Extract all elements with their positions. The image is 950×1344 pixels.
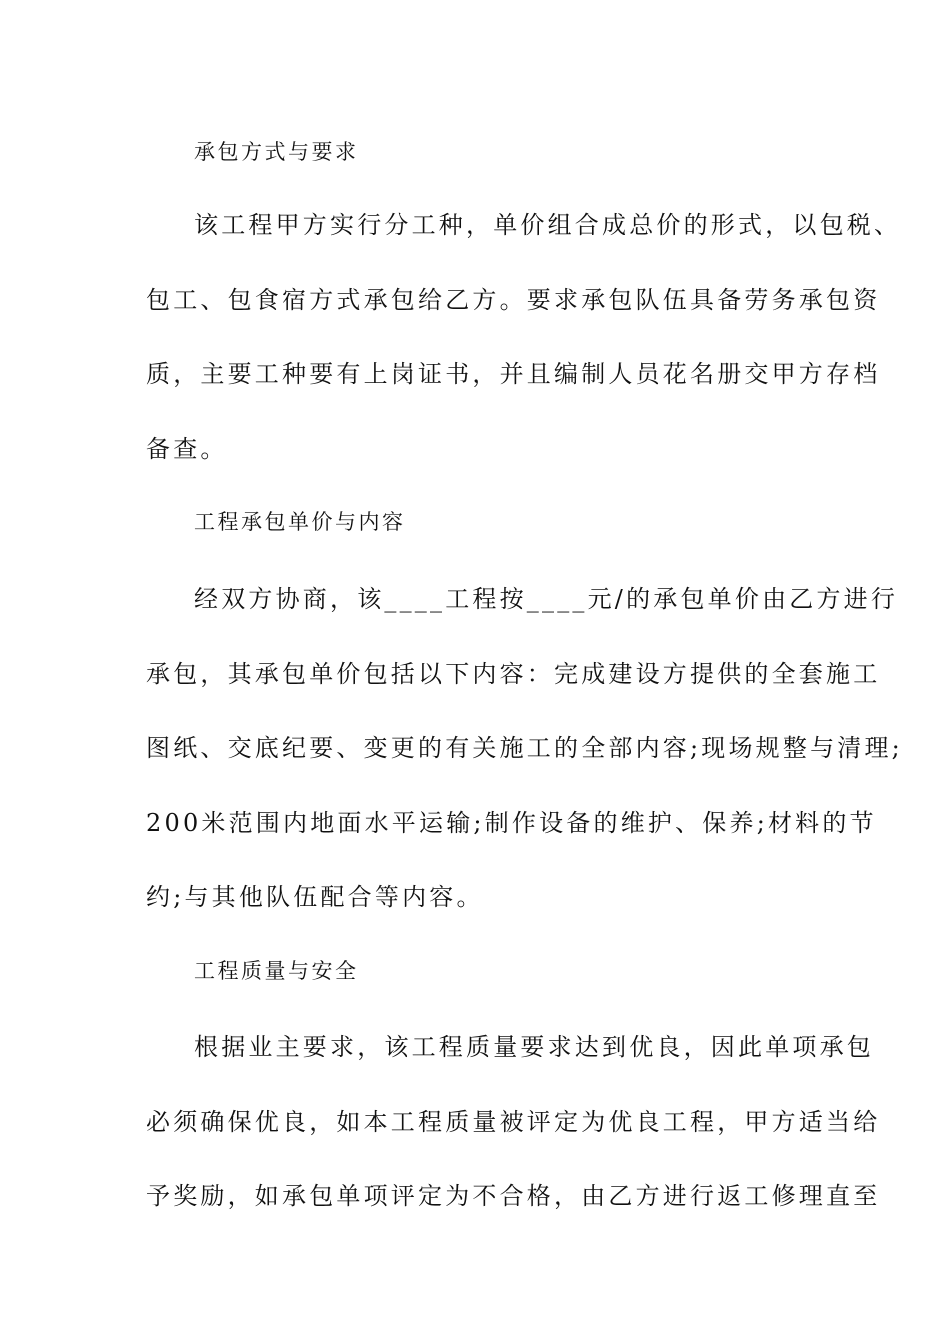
paragraph-line: 包工、包食宿方式承包给乙方。要求承包队伍具备劳务承包资 bbox=[146, 286, 881, 314]
paragraph-line: 200米范围内地面水平运输;制作设备的维护、保养;材料的节 bbox=[146, 809, 877, 837]
paragraph-line: 根据业主要求，该工程质量要求达到优良，因此单项承包 bbox=[194, 1033, 874, 1061]
paragraph-line: 必须确保优良，如本工程质量被评定为优良工程，甲方适当给 bbox=[146, 1108, 881, 1136]
paragraph-line: 予奖励，如承包单项评定为不合格，由乙方进行返工修理直至 bbox=[146, 1182, 881, 1210]
paragraph-line: 质，主要工种要有上岗证书，并且编制人员花名册交甲方存档 bbox=[146, 360, 881, 388]
paragraph-line: 约;与其他队伍配合等内容。 bbox=[146, 883, 484, 911]
paragraph-line: 该工程甲方实行分工种，单价组合成总价的形式，以包税、 bbox=[194, 211, 902, 239]
section-heading-unit-price: 工程承包单价与内容 bbox=[194, 510, 406, 534]
paragraph-line: 经双方协商，该____工程按____元/的承包单价由乙方进行 bbox=[194, 585, 899, 613]
section-heading-quality-safety: 工程质量与安全 bbox=[194, 959, 359, 983]
section-heading-contract-method: 承包方式与要求 bbox=[194, 140, 359, 164]
paragraph-line: 备查。 bbox=[146, 435, 228, 463]
paragraph-line: 图纸、交底纪要、变更的有关施工的全部内容;现场规整与清理; bbox=[146, 734, 903, 762]
paragraph-line: 承包，其承包单价包括以下内容：完成建设方提供的全套施工 bbox=[146, 660, 881, 688]
